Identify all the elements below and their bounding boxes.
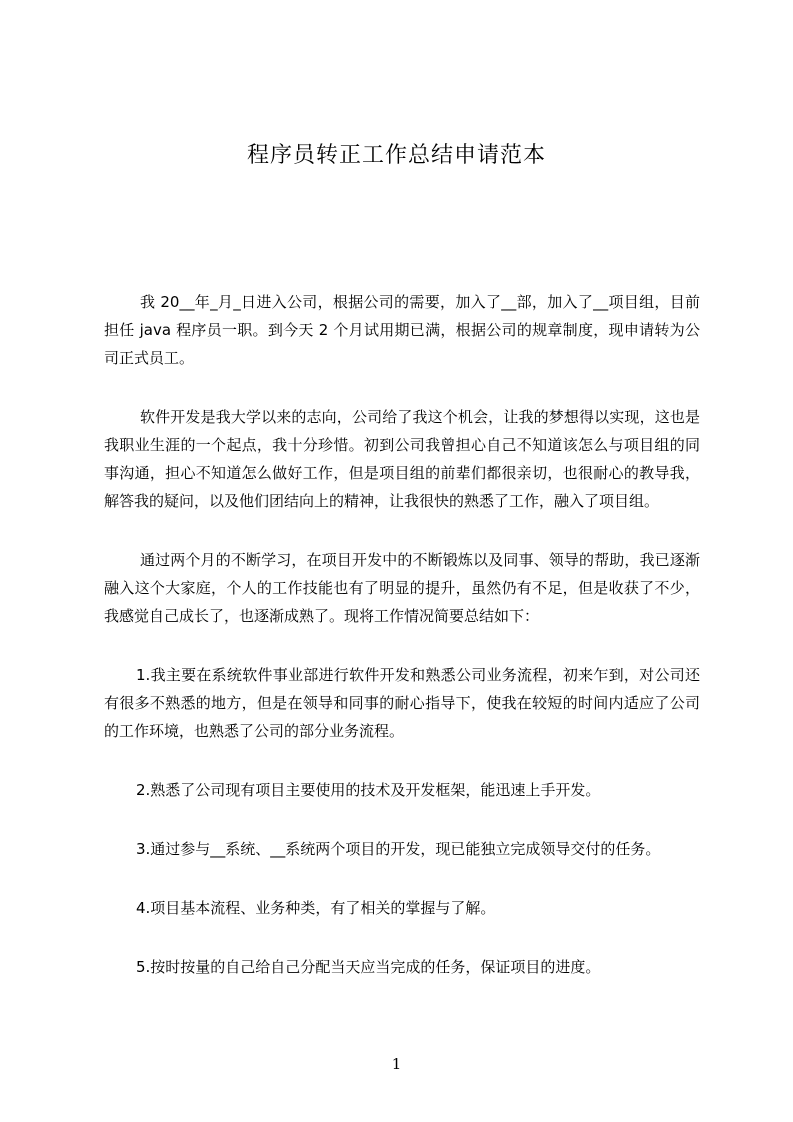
paragraph-summary-lead: 通过两个月的不断学习，在项目开发中的不断锻炼以及同事、领导的帮助，我已逐渐融入这个大家庭，个人的工作技能也有了明显的提升，虽然仍有不足，但是收获了不少，我感觉自己成长了，也逐渐成熟了。现将工作情况简要总结如下： (104, 551, 700, 625)
list-item-1: 1.我主要在系统软件事业部进行软件开发和熟悉公司业务流程，初来乍到，对公司还有很多不熟悉的地方，但是在领导和同事的耐心指导下，使我在较短的时间内适应了公司的工作环境，也熟悉了公司的部分业务流程。 (104, 666, 700, 740)
list-item-4: 4.项目基本流程、业务种类，有了相关的掌握与了解。 (136, 899, 496, 917)
page-number: 1 (391, 1055, 402, 1073)
list-item-5: 5.按时按量的自己给自己分配当天应当完成的任务，保证项目的进度。 (136, 958, 601, 976)
list-item-2: 2.熟悉了公司现有项目主要使用的技术及开发框架，能迅速上手开发。 (136, 781, 601, 799)
paragraph-intro: 我 20__年_月_日进入公司，根据公司的需要，加入了__部，加入了__项目组，目前担任 java 程序员一职。到今天 2 个月试用期已满，根据公司的规章制度，现申请转为公司正式员工。 (104, 293, 700, 367)
document-title: 程序员转正工作总结申请范本 (246, 143, 546, 168)
list-item-3: 3.通过参与__系统、__系统两个项目的开发，现已能独立完成领导交付的任务。 (136, 840, 661, 858)
paragraph-motivation: 软件开发是我大学以来的志向，公司给了我这个机会，让我的梦想得以实现，这也是我职业生涯的一个起点，我十分珍惜。初到公司我曾担心自己不知道该怎么与项目组的同事沟通，担心不知道怎么做好工作，但是项目组的前辈们都很亲切，也很耐心的教导我，解答我的疑问，以及他们团结向上的精神，让我很快的熟悉了工作，融入了项目组。 (104, 408, 700, 510)
document-body (104, 288, 700, 1012)
